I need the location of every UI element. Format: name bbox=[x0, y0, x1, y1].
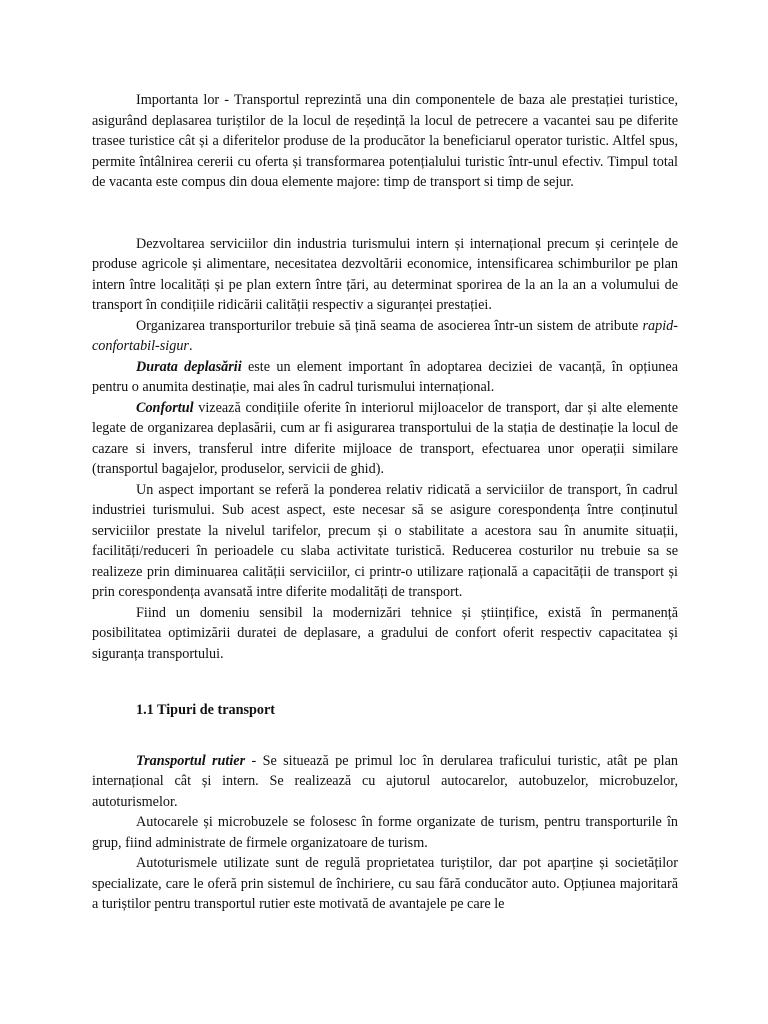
paragraph-road-transport: Transportul rutier - Se situează pe primul loc în derularea traficului turistic, atât pe plan internațional cât și intern. Se realizează cu ajutorul autocarelor, autobuzelor, microbuzelor, autoturismelor. bbox=[92, 752, 678, 810]
paragraph-importance: Importanta lor - Transportul reprezintă una din componentele de baza ale prestației turistice, asigurând deplasarea turiștilor de la locul de reședință la locul de petrecere a vacantei sau pe diferite trasee turistice cât și a diferitelor produse de la producător la beneficiarul operator turistic. Altfel spus, permite întâlnirea cererii cu oferta și transformarea potențialului turistic într-unul efectiv. Timpul total de vacanta este compus din doua elemente majore: timp de transport si timp de sejur. bbox=[92, 92, 678, 190]
paragraph-comfort: Confortul vizează condițiile oferite în interiorul mijloacelor de transport, dar și alte elemente legate de organizarea deplasării, cum ar fi asigurarea transportului de la stația de destinație la locul de cazare si invers, transferul intre diferite mijloace de transport, efectuarea unor operații similare (transportul bagajelor, produselor, servicii de ghid). bbox=[92, 399, 678, 477]
paragraph-coaches: Autocarele și microbuzele se folosesc în forme organizate de turism, pentru transporturile în grup, fiind administrate de firmele organizatoare de turism. bbox=[92, 814, 678, 851]
paragraph-modernization: Fiind un domeniu sensibil la modernizări tehnice și științifice, există în permanență posibilitatea optimizării duratei de deplasare, a gradului de confort oferit respectiv capacitatea și siguranța transportului. bbox=[92, 604, 678, 662]
paragraph-cars: Autoturismele utilizate sunt de regulă proprietatea turiștilor, dar pot aparține și societăților specializate, care le oferă prin sistemul de închiriere, cu sau fără conducător auto. Opțiunea majoritară a turiștilor pentru transportul rutier este motivată de avantajele pe care le bbox=[92, 855, 678, 912]
paragraph-cost-aspect: Un aspect important se referă la ponderea relativ ridicată a serviciilor de transport, în cadrul industriei turismului. Sub acest aspect, este necesar să se asigure corespondența între conținutul serviciilor prestate la nivelul tarifelor, precum și o stabilitate a acestora sau în anumite situații, facilități/reduceri în perioadele cu slaba activitate turistică. Reducerea costurilor nu trebuie sa se realizeze prin diminuarea calității serviciilor, ci printr-o utilizare rațională a capacității de transport și prin corespondența avansată intre diferite modalități de transport. bbox=[92, 481, 678, 600]
paragraph-development: Dezvoltarea serviciilor din industria turismului intern și internațional precum și cerințele de produse agricole și alimentare, necesitatea dezvoltării economice, intensificarea schimburilor pe plan intern între localități și pe plan extern între țări, au determinat sporirea de la an la an a volumului de transport în condițiile ridicării calității respectiv a siguranței prestației. bbox=[92, 235, 678, 313]
document-body bbox=[92, 90, 678, 915]
attributes-italic: rapid-confortabil-sigur bbox=[92, 317, 678, 354]
paragraph-duration: Durata deplasării este un element important în adoptarea deciziei de vacanță, în opțiunea pentru o anumita destinație, mai ales în cadrul turismului internațional. bbox=[92, 358, 678, 395]
term-duration: Durata deplasării bbox=[136, 358, 242, 375]
term-road-transport: Transportul rutier bbox=[136, 752, 246, 769]
paragraph-organization: Organizarea transporturilor trebuie să țină seama de asocierea într-un sistem de atribute rapid-confortabil-sigur. bbox=[92, 317, 678, 354]
term-comfort: Confortul bbox=[136, 399, 194, 416]
section-heading: 1.1 Tipuri de transport bbox=[136, 702, 276, 718]
